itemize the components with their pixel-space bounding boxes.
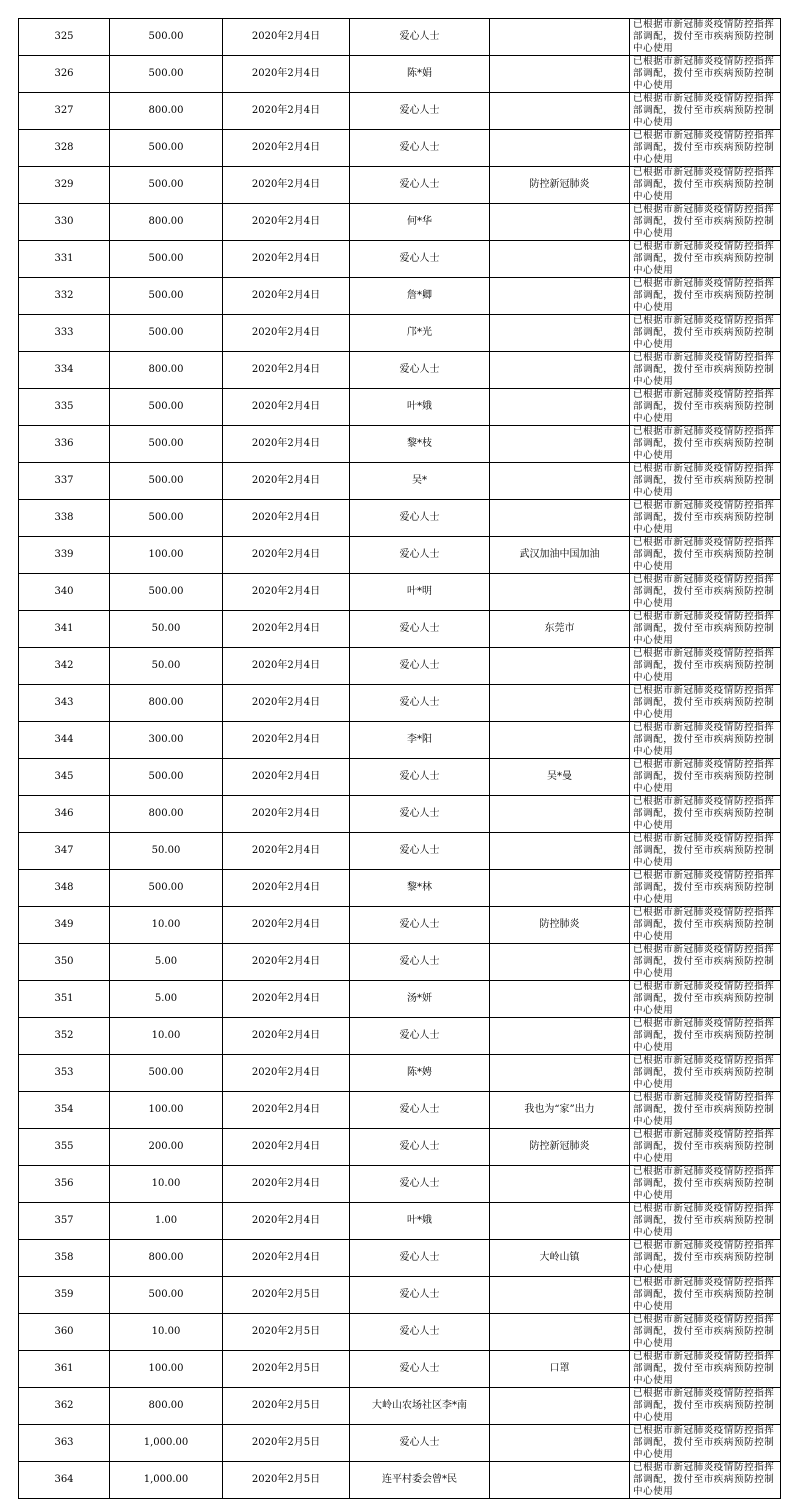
donor-cell: 爱心人士 [350,944,490,981]
date-cell: 2020年2月5日 [223,1462,350,1499]
note-cell: 已根据市新冠肺炎疫情防控指挥部调配，拨付至市疾病预防控制中心使用 [630,1314,781,1351]
row-number-cell: 364 [19,1462,110,1499]
donor-cell: 何*华 [350,204,490,241]
date-cell: 2020年2月4日 [223,648,350,685]
table-row [19,1462,781,1499]
note-cell: 已根据市新冠肺炎疫情防控指挥部调配，拨付至市疾病预防控制中心使用 [630,1129,781,1166]
donor-cell: 爱心人士 [350,130,490,167]
amount-cell: 50.00 [110,611,223,648]
row-number-cell: 355 [19,1129,110,1166]
date-cell: 2020年2月4日 [223,167,350,204]
row-number-cell: 358 [19,1240,110,1277]
date-cell: 2020年2月4日 [223,426,350,463]
purpose-cell [490,278,630,315]
purpose-cell [490,93,630,130]
row-number-cell: 353 [19,1055,110,1092]
note-cell: 已根据市新冠肺炎疫情防控指挥部调配，拨付至市疾病预防控制中心使用 [630,1240,781,1277]
date-cell: 2020年2月4日 [223,796,350,833]
note-cell: 已根据市新冠肺炎疫情防控指挥部调配，拨付至市疾病预防控制中心使用 [630,537,781,574]
donor-cell: 爱心人士 [350,167,490,204]
table-row [19,944,781,981]
row-number-cell: 363 [19,1425,110,1462]
row-number-cell: 352 [19,1018,110,1055]
row-number-cell: 362 [19,1388,110,1425]
donor-cell: 爱心人士 [350,907,490,944]
purpose-cell: 武汉加油中国加油 [490,537,630,574]
amount-cell: 1,000.00 [110,1462,223,1499]
row-number-cell: 349 [19,907,110,944]
table-row [19,833,781,870]
row-number-cell: 334 [19,352,110,389]
table-row [19,1240,781,1277]
table-row [19,1166,781,1203]
table-row [19,537,781,574]
note-cell: 已根据市新冠肺炎疫情防控指挥部调配，拨付至市疾病预防控制中心使用 [630,1388,781,1425]
purpose-cell: 我也为“家”出力 [490,1092,630,1129]
date-cell: 2020年2月4日 [223,1055,350,1092]
purpose-cell: 东莞市 [490,611,630,648]
date-cell: 2020年2月4日 [223,19,350,56]
table-row [19,870,781,907]
note-cell: 已根据市新冠肺炎疫情防控指挥部调配，拨付至市疾病预防控制中心使用 [630,1462,781,1499]
donor-cell: 爱心人士 [350,1129,490,1166]
donor-cell: 黎*枝 [350,426,490,463]
row-number-cell: 340 [19,574,110,611]
table-row [19,648,781,685]
purpose-cell [490,1314,630,1351]
note-cell: 已根据市新冠肺炎疫情防控指挥部调配，拨付至市疾病预防控制中心使用 [630,574,781,611]
amount-cell: 50.00 [110,648,223,685]
row-number-cell: 337 [19,463,110,500]
donor-cell: 爱心人士 [350,241,490,278]
row-number-cell: 341 [19,611,110,648]
donor-cell: 李*阳 [350,722,490,759]
amount-cell: 1.00 [110,1203,223,1240]
date-cell: 2020年2月4日 [223,685,350,722]
row-number-cell: 329 [19,167,110,204]
row-number-cell: 357 [19,1203,110,1240]
row-number-cell: 338 [19,500,110,537]
donor-cell: 爱心人士 [350,1351,490,1388]
amount-cell: 10.00 [110,1314,223,1351]
donor-cell: 詹*卿 [350,278,490,315]
purpose-cell [490,241,630,278]
table-row [19,907,781,944]
table-row [19,204,781,241]
note-cell: 已根据市新冠肺炎疫情防控指挥部调配，拨付至市疾病预防控制中心使用 [630,241,781,278]
donor-cell: 邝*光 [350,315,490,352]
purpose-cell [490,870,630,907]
note-cell: 已根据市新冠肺炎疫情防控指挥部调配，拨付至市疾病预防控制中心使用 [630,352,781,389]
note-cell: 已根据市新冠肺炎疫情防控指挥部调配，拨付至市疾病预防控制中心使用 [630,19,781,56]
purpose-cell [490,1203,630,1240]
row-number-cell: 335 [19,389,110,426]
row-number-cell: 330 [19,204,110,241]
date-cell: 2020年2月4日 [223,611,350,648]
note-cell: 已根据市新冠肺炎疫情防控指挥部调配，拨付至市疾病预防控制中心使用 [630,1055,781,1092]
donor-cell: 爱心人士 [350,833,490,870]
amount-cell: 500.00 [110,574,223,611]
donor-cell: 叶*明 [350,574,490,611]
date-cell: 2020年2月4日 [223,944,350,981]
donor-cell: 爱心人士 [350,796,490,833]
table-row [19,722,781,759]
amount-cell: 800.00 [110,93,223,130]
purpose-cell [490,463,630,500]
purpose-cell: 防控肺炎 [490,907,630,944]
date-cell: 2020年2月4日 [223,204,350,241]
donor-cell: 大岭山农场社区李*南 [350,1388,490,1425]
amount-cell: 5.00 [110,981,223,1018]
purpose-cell [490,500,630,537]
note-cell: 已根据市新冠肺炎疫情防控指挥部调配，拨付至市疾病预防控制中心使用 [630,907,781,944]
donor-cell: 爱心人士 [350,1240,490,1277]
note-cell: 已根据市新冠肺炎疫情防控指挥部调配，拨付至市疾病预防控制中心使用 [630,1018,781,1055]
amount-cell: 50.00 [110,833,223,870]
note-cell: 已根据市新冠肺炎疫情防控指挥部调配，拨付至市疾病预防控制中心使用 [630,648,781,685]
row-number-cell: 336 [19,426,110,463]
amount-cell: 200.00 [110,1129,223,1166]
row-number-cell: 325 [19,19,110,56]
amount-cell: 500.00 [110,1277,223,1314]
date-cell: 2020年2月4日 [223,1203,350,1240]
note-cell: 已根据市新冠肺炎疫情防控指挥部调配，拨付至市疾病预防控制中心使用 [630,389,781,426]
donor-cell: 汤*妍 [350,981,490,1018]
date-cell: 2020年2月4日 [223,352,350,389]
row-number-cell: 342 [19,648,110,685]
note-cell: 已根据市新冠肺炎疫情防控指挥部调配，拨付至市疾病预防控制中心使用 [630,685,781,722]
amount-cell: 500.00 [110,278,223,315]
table-row [19,500,781,537]
note-cell: 已根据市新冠肺炎疫情防控指挥部调配，拨付至市疾病预防控制中心使用 [630,167,781,204]
amount-cell: 100.00 [110,1092,223,1129]
note-cell: 已根据市新冠肺炎疫情防控指挥部调配，拨付至市疾病预防控制中心使用 [630,759,781,796]
table-row [19,93,781,130]
table-row [19,19,781,56]
amount-cell: 300.00 [110,722,223,759]
amount-cell: 500.00 [110,315,223,352]
note-cell: 已根据市新冠肺炎疫情防控指挥部调配，拨付至市疾病预防控制中心使用 [630,1203,781,1240]
table-row [19,1092,781,1129]
purpose-cell [490,56,630,93]
table-row [19,1203,781,1240]
note-cell: 已根据市新冠肺炎疫情防控指挥部调配，拨付至市疾病预防控制中心使用 [630,463,781,500]
donor-cell: 爱心人士 [350,611,490,648]
donor-cell: 爱心人士 [350,1018,490,1055]
table-row [19,1277,781,1314]
purpose-cell [490,1166,630,1203]
amount-cell: 500.00 [110,500,223,537]
date-cell: 2020年2月4日 [223,93,350,130]
table-row [19,352,781,389]
row-number-cell: 346 [19,796,110,833]
donor-cell: 爱心人士 [350,1425,490,1462]
row-number-cell: 351 [19,981,110,1018]
row-number-cell: 333 [19,315,110,352]
purpose-cell [490,1425,630,1462]
note-cell: 已根据市新冠肺炎疫情防控指挥部调配，拨付至市疾病预防控制中心使用 [630,426,781,463]
donor-cell: 连平村委会曾*民 [350,1462,490,1499]
table-row [19,315,781,352]
row-number-cell: 327 [19,93,110,130]
row-number-cell: 328 [19,130,110,167]
donor-cell: 陈*娟 [350,56,490,93]
donor-cell: 爱心人士 [350,1166,490,1203]
date-cell: 2020年2月4日 [223,278,350,315]
row-number-cell: 344 [19,722,110,759]
date-cell: 2020年2月4日 [223,1018,350,1055]
date-cell: 2020年2月4日 [223,981,350,1018]
note-cell: 已根据市新冠肺炎疫情防控指挥部调配，拨付至市疾病预防控制中心使用 [630,204,781,241]
note-cell: 已根据市新冠肺炎疫情防控指挥部调配，拨付至市疾病预防控制中心使用 [630,870,781,907]
date-cell: 2020年2月4日 [223,463,350,500]
donor-cell: 爱心人士 [350,1314,490,1351]
table-row [19,56,781,93]
purpose-cell [490,1388,630,1425]
date-cell: 2020年2月5日 [223,1388,350,1425]
table-row [19,611,781,648]
note-cell: 已根据市新冠肺炎疫情防控指挥部调配，拨付至市疾病预防控制中心使用 [630,1092,781,1129]
date-cell: 2020年2月4日 [223,833,350,870]
purpose-cell [490,574,630,611]
purpose-cell [490,722,630,759]
table-row [19,1388,781,1425]
amount-cell: 800.00 [110,352,223,389]
date-cell: 2020年2月4日 [223,722,350,759]
purpose-cell [490,1462,630,1499]
purpose-cell [490,981,630,1018]
amount-cell: 500.00 [110,56,223,93]
note-cell: 已根据市新冠肺炎疫情防控指挥部调配，拨付至市疾病预防控制中心使用 [630,93,781,130]
table-row [19,389,781,426]
note-cell: 已根据市新冠肺炎疫情防控指挥部调配，拨付至市疾病预防控制中心使用 [630,1351,781,1388]
table-row [19,1425,781,1462]
date-cell: 2020年2月4日 [223,389,350,426]
table-row [19,463,781,500]
table-row [19,1351,781,1388]
purpose-cell [490,648,630,685]
note-cell: 已根据市新冠肺炎疫情防控指挥部调配，拨付至市疾病预防控制中心使用 [630,981,781,1018]
donation-table [18,18,781,1499]
amount-cell: 10.00 [110,1018,223,1055]
date-cell: 2020年2月4日 [223,500,350,537]
table-row [19,241,781,278]
amount-cell: 800.00 [110,204,223,241]
amount-cell: 500.00 [110,167,223,204]
purpose-cell: 防控新冠肺炎 [490,167,630,204]
note-cell: 已根据市新冠肺炎疫情防控指挥部调配，拨付至市疾病预防控制中心使用 [630,130,781,167]
row-number-cell: 354 [19,1092,110,1129]
table-row [19,130,781,167]
note-cell: 已根据市新冠肺炎疫情防控指挥部调配，拨付至市疾病预防控制中心使用 [630,1166,781,1203]
amount-cell: 500.00 [110,759,223,796]
purpose-cell [490,389,630,426]
donor-cell: 陈*娉 [350,1055,490,1092]
purpose-cell: 大岭山镇 [490,1240,630,1277]
row-number-cell: 356 [19,1166,110,1203]
purpose-cell [490,352,630,389]
purpose-cell [490,796,630,833]
row-number-cell: 361 [19,1351,110,1388]
table-row [19,685,781,722]
amount-cell: 10.00 [110,907,223,944]
date-cell: 2020年2月5日 [223,1314,350,1351]
table-row [19,1018,781,1055]
purpose-cell [490,204,630,241]
note-cell: 已根据市新冠肺炎疫情防控指挥部调配，拨付至市疾病预防控制中心使用 [630,796,781,833]
amount-cell: 800.00 [110,1240,223,1277]
table-row [19,1314,781,1351]
table-row [19,167,781,204]
date-cell: 2020年2月5日 [223,1425,350,1462]
purpose-cell [490,315,630,352]
amount-cell: 500.00 [110,1055,223,1092]
note-cell: 已根据市新冠肺炎疫情防控指挥部调配，拨付至市疾病预防控制中心使用 [630,1425,781,1462]
donor-cell: 爱心人士 [350,500,490,537]
purpose-cell [490,1055,630,1092]
row-number-cell: 339 [19,537,110,574]
row-number-cell: 332 [19,278,110,315]
row-number-cell: 326 [19,56,110,93]
date-cell: 2020年2月4日 [223,1092,350,1129]
note-cell: 已根据市新冠肺炎疫情防控指挥部调配，拨付至市疾病预防控制中心使用 [630,944,781,981]
row-number-cell: 343 [19,685,110,722]
date-cell: 2020年2月4日 [223,130,350,167]
date-cell: 2020年2月4日 [223,870,350,907]
donor-cell: 爱心人士 [350,93,490,130]
date-cell: 2020年2月4日 [223,241,350,278]
purpose-cell [490,19,630,56]
purpose-cell: 吴*曼 [490,759,630,796]
purpose-cell [490,1277,630,1314]
date-cell: 2020年2月4日 [223,574,350,611]
purpose-cell [490,130,630,167]
row-number-cell: 359 [19,1277,110,1314]
purpose-cell [490,944,630,981]
note-cell: 已根据市新冠肺炎疫情防控指挥部调配，拨付至市疾病预防控制中心使用 [630,1277,781,1314]
purpose-cell [490,833,630,870]
row-number-cell: 360 [19,1314,110,1351]
table-row [19,796,781,833]
amount-cell: 500.00 [110,426,223,463]
amount-cell: 800.00 [110,1388,223,1425]
note-cell: 已根据市新冠肺炎疫情防控指挥部调配，拨付至市疾病预防控制中心使用 [630,315,781,352]
purpose-cell [490,1018,630,1055]
amount-cell: 100.00 [110,537,223,574]
amount-cell: 1,000.00 [110,1425,223,1462]
table-body [19,19,781,1499]
row-number-cell: 350 [19,944,110,981]
date-cell: 2020年2月4日 [223,56,350,93]
donor-cell: 黎*林 [350,870,490,907]
donor-cell: 爱心人士 [350,537,490,574]
donor-cell: 叶*娥 [350,1203,490,1240]
table-row [19,278,781,315]
note-cell: 已根据市新冠肺炎疫情防控指挥部调配，拨付至市疾病预防控制中心使用 [630,611,781,648]
note-cell: 已根据市新冠肺炎疫情防控指挥部调配，拨付至市疾病预防控制中心使用 [630,722,781,759]
table-row [19,574,781,611]
note-cell: 已根据市新冠肺炎疫情防控指挥部调配，拨付至市疾病预防控制中心使用 [630,500,781,537]
donor-cell: 吴* [350,463,490,500]
donor-cell: 爱心人士 [350,19,490,56]
date-cell: 2020年2月5日 [223,1277,350,1314]
table-row [19,981,781,1018]
date-cell: 2020年2月4日 [223,315,350,352]
amount-cell: 100.00 [110,1351,223,1388]
date-cell: 2020年2月4日 [223,1129,350,1166]
amount-cell: 500.00 [110,870,223,907]
purpose-cell: 口罩 [490,1351,630,1388]
donor-cell: 爱心人士 [350,685,490,722]
date-cell: 2020年2月4日 [223,759,350,796]
table-row [19,1055,781,1092]
amount-cell: 10.00 [110,1166,223,1203]
purpose-cell: 防控新冠肺炎 [490,1129,630,1166]
note-cell: 已根据市新冠肺炎疫情防控指挥部调配，拨付至市疾病预防控制中心使用 [630,278,781,315]
donor-cell: 爱心人士 [350,1277,490,1314]
purpose-cell [490,426,630,463]
note-cell: 已根据市新冠肺炎疫情防控指挥部调配，拨付至市疾病预防控制中心使用 [630,56,781,93]
donor-cell: 爱心人士 [350,759,490,796]
date-cell: 2020年2月4日 [223,1240,350,1277]
donor-cell: 爱心人士 [350,352,490,389]
amount-cell: 5.00 [110,944,223,981]
note-cell: 已根据市新冠肺炎疫情防控指挥部调配，拨付至市疾病预防控制中心使用 [630,833,781,870]
amount-cell: 500.00 [110,241,223,278]
donor-cell: 叶*娥 [350,389,490,426]
amount-cell: 500.00 [110,389,223,426]
date-cell: 2020年2月4日 [223,537,350,574]
amount-cell: 500.00 [110,130,223,167]
amount-cell: 500.00 [110,19,223,56]
table-row [19,426,781,463]
date-cell: 2020年2月4日 [223,907,350,944]
table-row [19,1129,781,1166]
purpose-cell [490,685,630,722]
date-cell: 2020年2月5日 [223,1351,350,1388]
amount-cell: 800.00 [110,685,223,722]
row-number-cell: 331 [19,241,110,278]
table-row [19,759,781,796]
donor-cell: 爱心人士 [350,1092,490,1129]
donor-cell: 爱心人士 [350,648,490,685]
date-cell: 2020年2月4日 [223,1166,350,1203]
row-number-cell: 347 [19,833,110,870]
amount-cell: 800.00 [110,796,223,833]
row-number-cell: 348 [19,870,110,907]
row-number-cell: 345 [19,759,110,796]
amount-cell: 500.00 [110,463,223,500]
